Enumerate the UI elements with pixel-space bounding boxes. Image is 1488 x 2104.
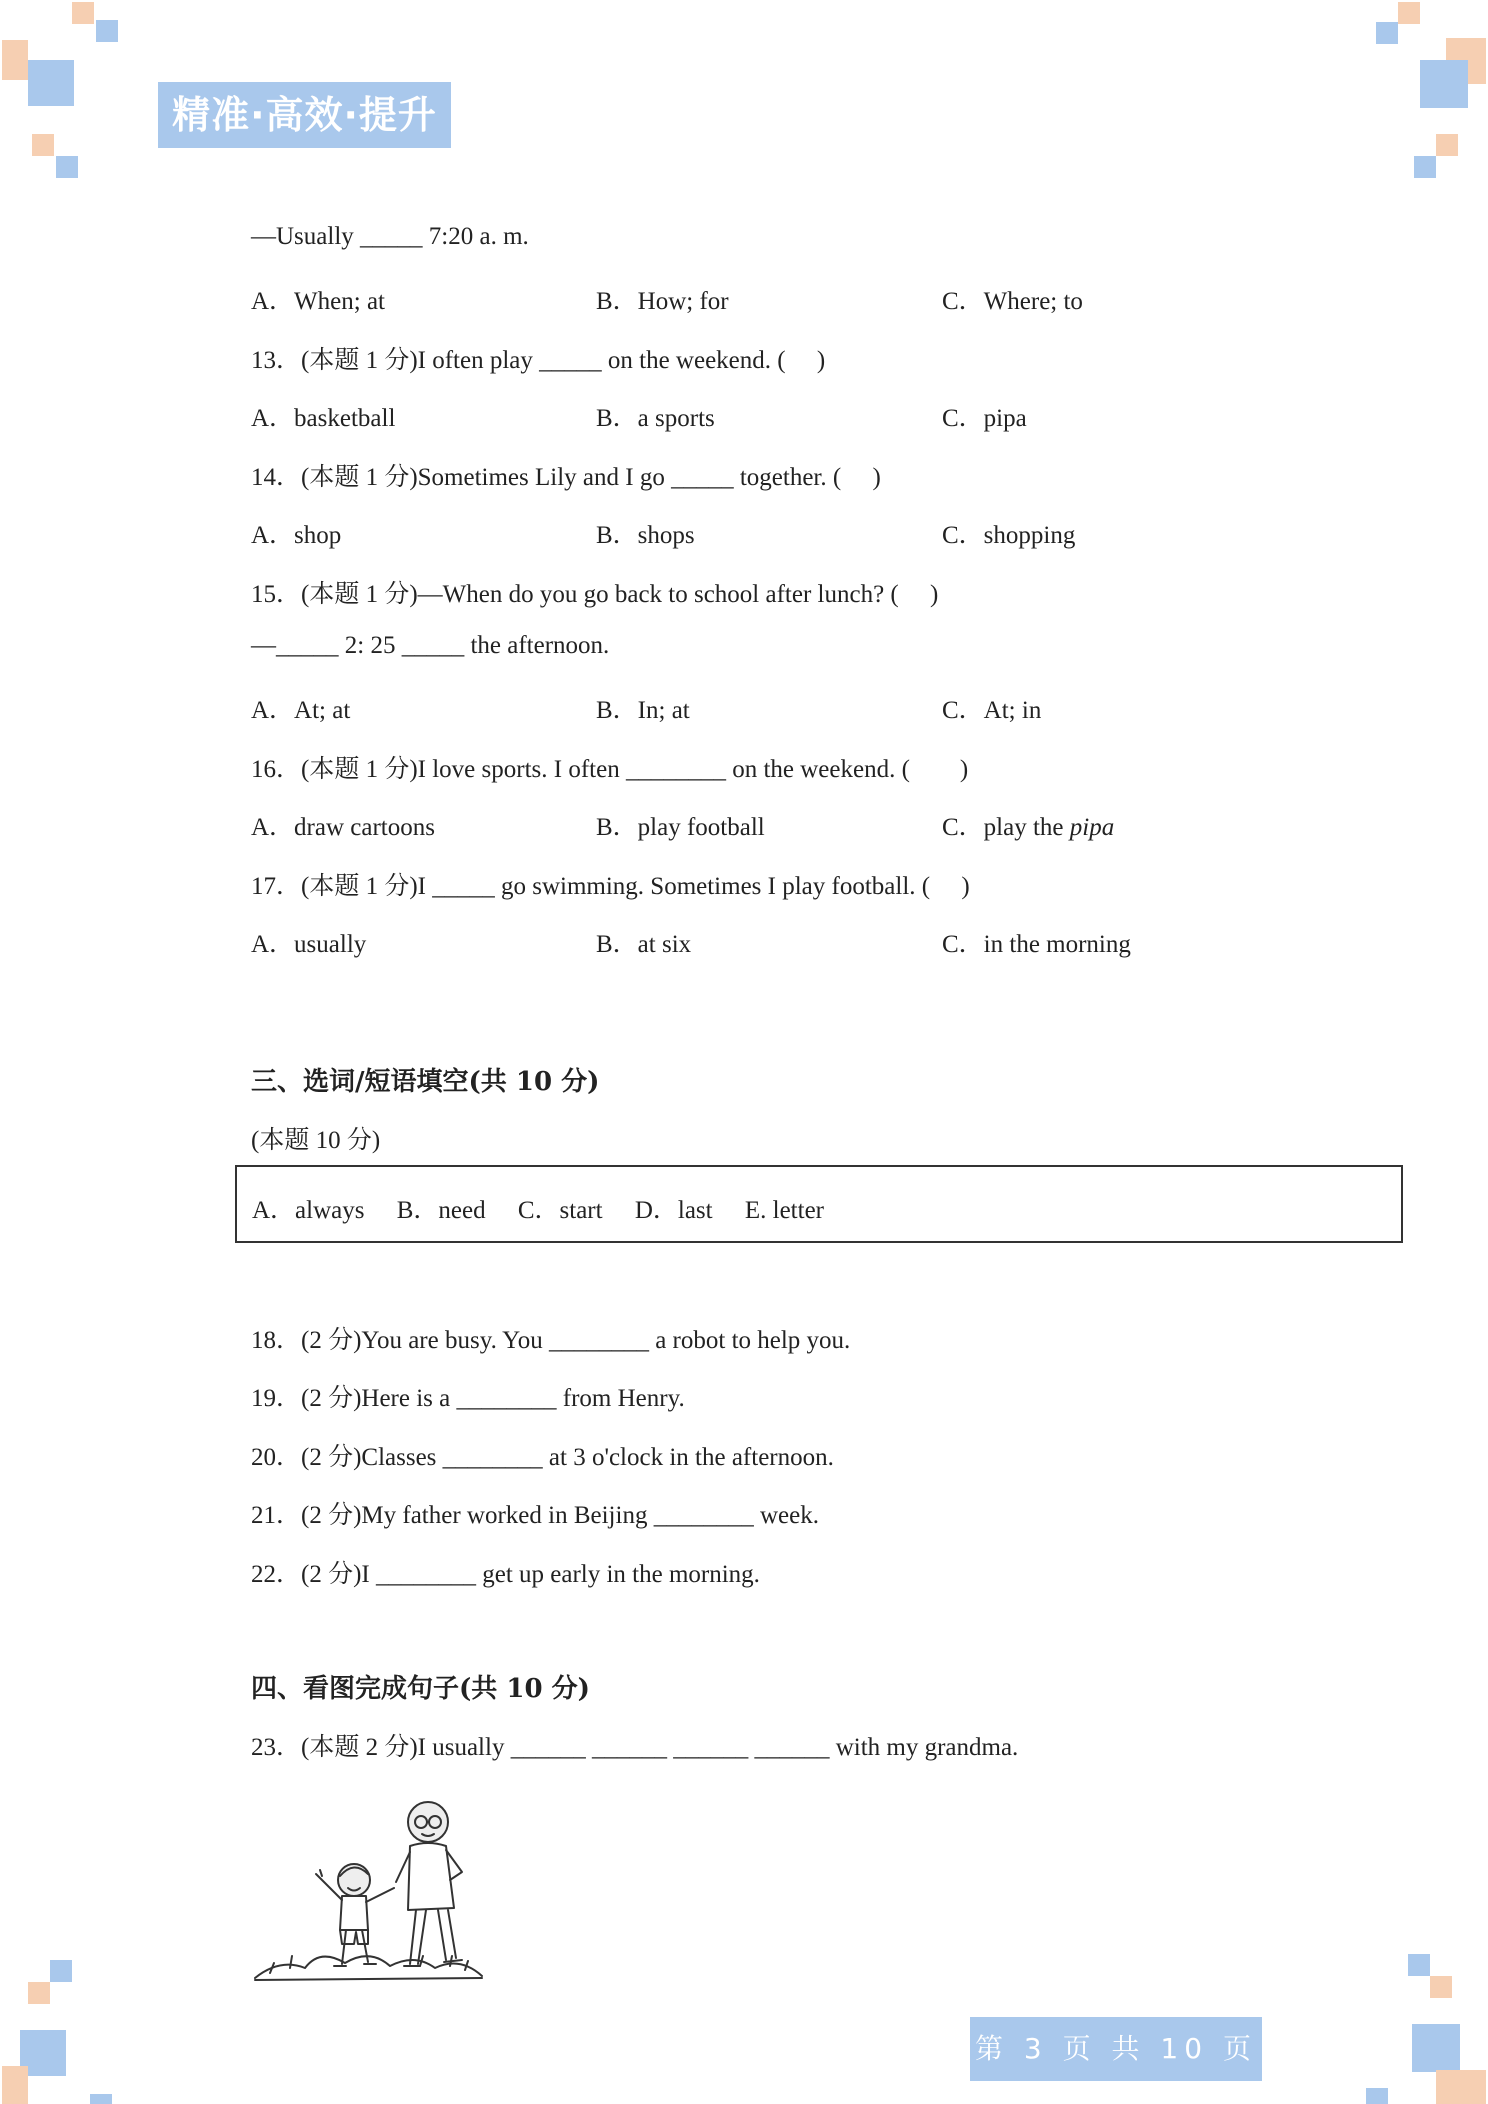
option-b: B．play football bbox=[596, 814, 765, 841]
option-a: A．basketball bbox=[251, 405, 396, 432]
option-b: B．In; at bbox=[596, 697, 690, 724]
option-b: B．shops bbox=[596, 522, 695, 549]
section-heading: 四、看图完成句子(共 10 分) bbox=[251, 1674, 590, 1704]
section-note: (本题 10 分) bbox=[251, 1127, 381, 1154]
section-heading: 三、选词/短语填空(共 10 分) bbox=[251, 1067, 600, 1097]
question-stem-answer-line: —_____ 2: 25 _____ the afternoon. bbox=[251, 632, 610, 659]
picture-item: 23．(本题 2 分)I usually ______ ______ ______ ______ with my grandma. bbox=[251, 1734, 1019, 1761]
question-stem: 15．(本题 1 分)—When do you go back to school after lunch? ( ) bbox=[251, 581, 939, 608]
fill-item: 20．(2 分)Classes ________ at 3 o'clock in the afternoon. bbox=[251, 1444, 834, 1471]
option-a: A．usually bbox=[251, 931, 367, 958]
option-a: A．shop bbox=[251, 522, 342, 549]
question-stem: 17．(本题 1 分)I _____ go swimming. Sometimes I play football. ( ) bbox=[251, 873, 970, 900]
question-stem: 16．(本题 1 分)I love sports. I often ________ on the weekend. ( ) bbox=[251, 756, 969, 783]
child-and-grandma-illustration bbox=[250, 1798, 490, 1988]
option-c: C．shopping bbox=[942, 522, 1076, 549]
option-b: B．How; for bbox=[596, 288, 729, 315]
option-c: C．pipa bbox=[942, 405, 1027, 432]
option-c: C．Where; to bbox=[942, 288, 1083, 315]
option-c-text: C．play the bbox=[942, 814, 1070, 841]
word-option: D．last bbox=[634, 1197, 713, 1224]
fill-item: 19．(2 分)Here is a ________ from Henry. bbox=[251, 1385, 685, 1412]
word-option: B．need bbox=[396, 1197, 486, 1224]
fill-item: 21．(2 分)My father worked in Beijing ________ week. bbox=[251, 1502, 819, 1529]
question-stem: —Usually _____ 7:20 a. m. bbox=[251, 223, 529, 250]
option-b: B．at six bbox=[596, 931, 692, 958]
option-a: A．At; at bbox=[251, 697, 351, 724]
question-stem: 14．(本题 1 分)Sometimes Lily and I go _____ together. ( ) bbox=[251, 464, 881, 491]
option-c: C．At; in bbox=[942, 697, 1042, 724]
option-a: A．When; at bbox=[251, 288, 385, 315]
word-option: C．start bbox=[517, 1197, 603, 1224]
fill-item: 22．(2 分)I ________ get up early in the morning. bbox=[251, 1561, 760, 1588]
header-banner: 精准·高效·提升 bbox=[158, 82, 451, 148]
option-c: C．in the morning bbox=[942, 931, 1131, 958]
word-option: E. letter bbox=[744, 1197, 824, 1224]
word-bank bbox=[235, 1165, 1403, 1243]
option-a: A．draw cartoons bbox=[251, 814, 435, 841]
page-number: 第 3 页 共 10 页 bbox=[970, 2017, 1262, 2081]
option-b: B．a sports bbox=[596, 405, 715, 432]
word-option: A．always bbox=[252, 1197, 365, 1224]
option-c bbox=[942, 807, 1114, 843]
option-c-italic: pipa bbox=[1069, 814, 1115, 841]
question-stem: 13．(本题 1 分)I often play _____ on the weekend. ( ) bbox=[251, 347, 826, 374]
fill-item: 18．(2 分)You are busy. You ________ a robot to help you. bbox=[251, 1327, 851, 1354]
